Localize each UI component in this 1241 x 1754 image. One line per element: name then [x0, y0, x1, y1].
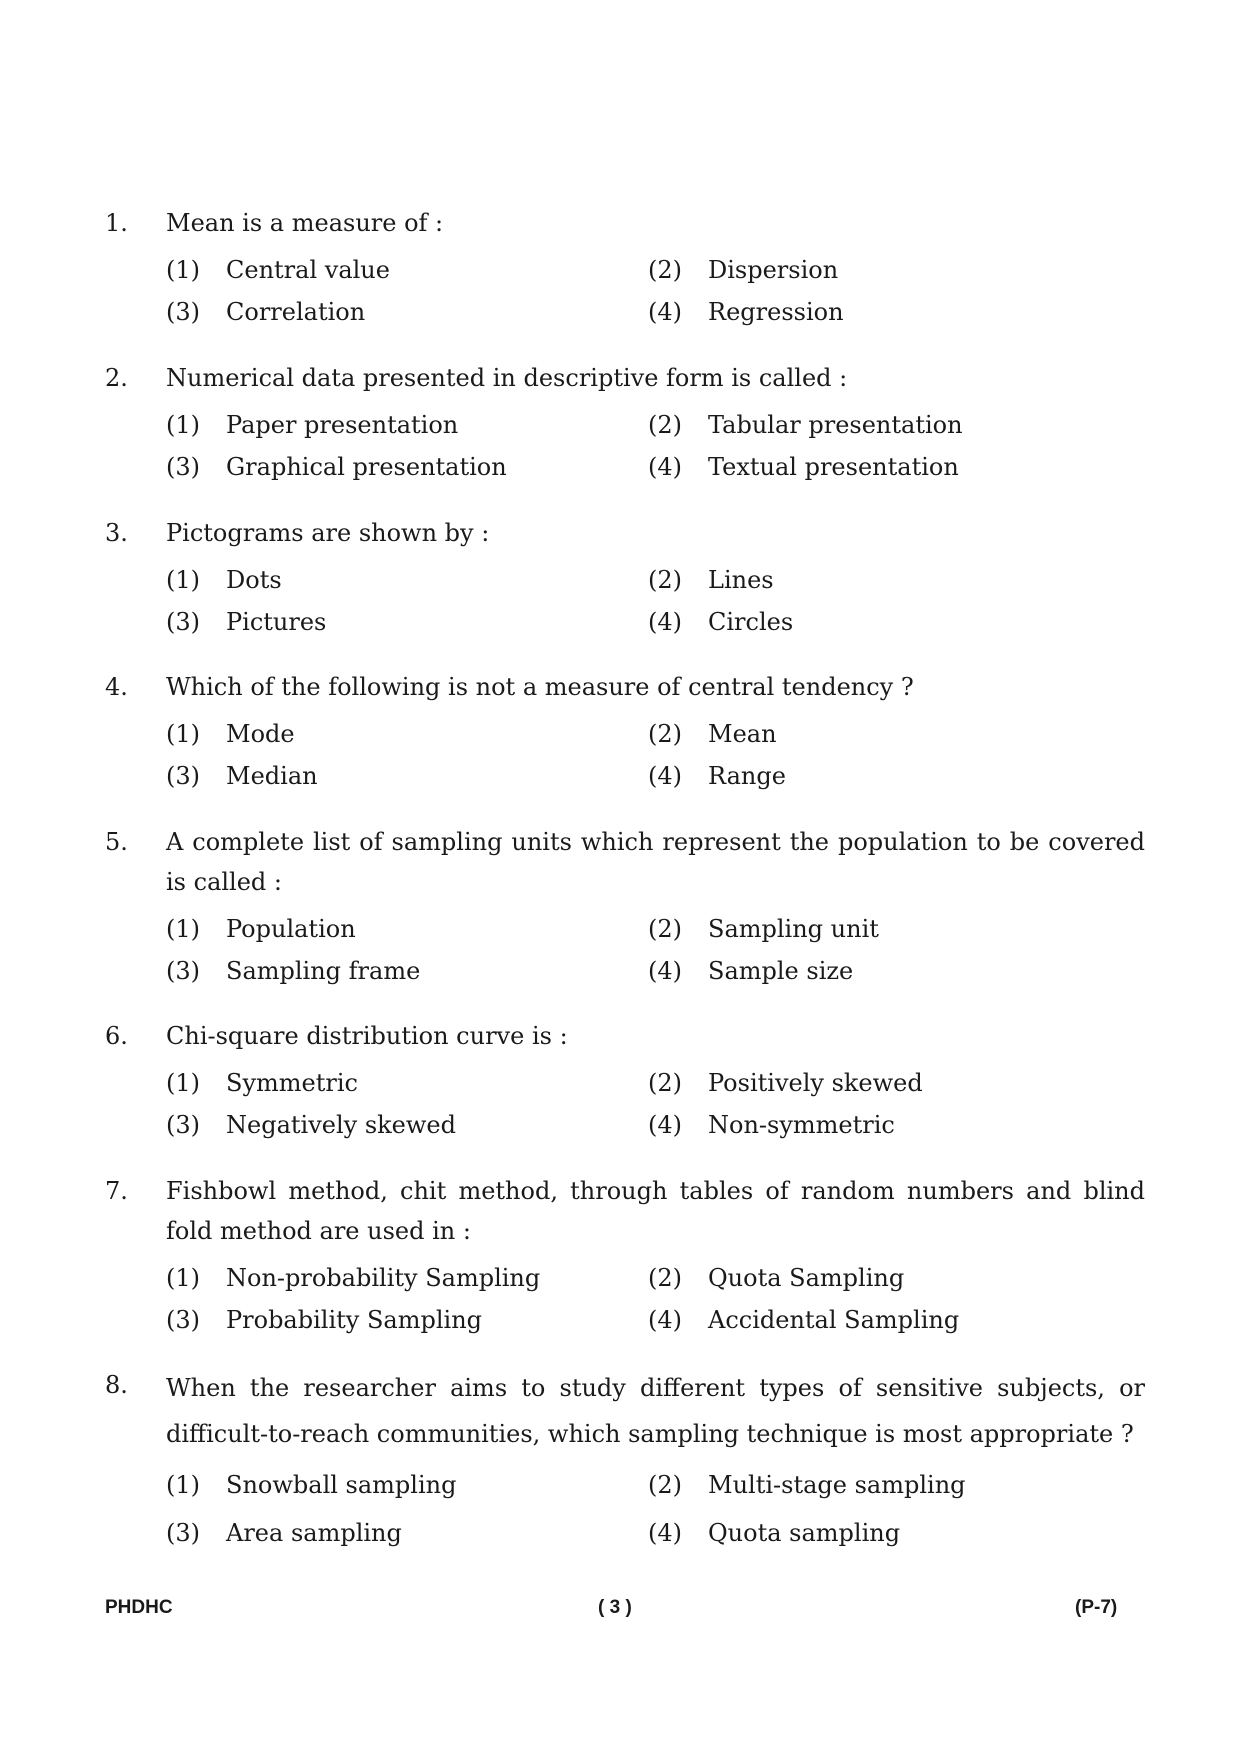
option-number: (4): [648, 298, 682, 326]
option-3: [166, 1509, 648, 1557]
option-number: (3): [166, 298, 200, 326]
option-number: (1): [166, 915, 200, 943]
options-grid: [166, 1461, 1145, 1557]
option-text: Dispersion: [708, 256, 839, 284]
option-1: [166, 559, 648, 601]
option-number: (2): [648, 566, 682, 594]
options-grid: [166, 908, 1145, 992]
option-2: [648, 559, 1130, 601]
option-text: Non-probability Sampling: [226, 1264, 541, 1292]
option-number: (2): [648, 1069, 682, 1097]
footer-page-number: ( 3 ): [598, 1597, 632, 1618]
option-text: Regression: [708, 298, 844, 326]
option-number: (1): [166, 411, 200, 439]
option-4: [648, 446, 1130, 488]
option-number: (2): [648, 256, 682, 284]
option-text: Sampling frame: [226, 957, 421, 985]
option-number: (2): [648, 915, 682, 943]
question-number: 2.: [105, 364, 128, 392]
option-number: (4): [648, 957, 682, 985]
option-4: [648, 1299, 1130, 1341]
question-number: 4.: [105, 673, 128, 701]
question-number: 3.: [105, 519, 128, 547]
option-number: (3): [166, 957, 200, 985]
option-text: Tabular presentation: [708, 411, 963, 439]
option-2: [648, 1062, 1130, 1104]
option-number: (1): [166, 720, 200, 748]
option-number: (3): [166, 608, 200, 636]
question-text: Mean is a measure of :: [166, 209, 444, 237]
option-3: [166, 601, 648, 643]
question-6: [105, 1016, 1145, 1146]
question-1: [105, 203, 1145, 333]
option-text: Graphical presentation: [226, 453, 507, 481]
option-1: [166, 908, 648, 950]
option-3: [166, 755, 648, 797]
option-3: [166, 950, 648, 992]
option-number: (1): [166, 256, 200, 284]
option-3: [166, 446, 648, 488]
option-4: [648, 1509, 1130, 1557]
question-number: 5.: [105, 828, 128, 856]
option-3: [166, 1299, 648, 1341]
option-1: [166, 713, 648, 755]
question-number: 1.: [105, 209, 128, 237]
option-1: [166, 404, 648, 446]
option-1: [166, 249, 648, 291]
option-4: [648, 755, 1130, 797]
question-number: 7.: [105, 1177, 128, 1205]
option-2: [648, 1257, 1130, 1299]
option-4: [648, 1104, 1130, 1146]
option-text: Textual presentation: [708, 453, 959, 481]
option-number: (4): [648, 1519, 682, 1547]
options-grid: [166, 249, 1145, 333]
option-text: Accidental Sampling: [708, 1306, 960, 1334]
option-number: (4): [648, 453, 682, 481]
option-text: Multi-stage sampling: [708, 1471, 966, 1499]
option-text: Probability Sampling: [226, 1306, 483, 1334]
option-number: (1): [166, 1264, 200, 1292]
option-2: [648, 404, 1130, 446]
option-text: Quota Sampling: [708, 1264, 905, 1292]
footer-exam-code: PHDHC: [105, 1597, 173, 1618]
option-number: (2): [648, 720, 682, 748]
options-grid: [166, 1062, 1145, 1146]
option-number: (4): [648, 762, 682, 790]
question-text: Fishbowl method, chit method, through tables of random numbers and blind fold method are used in :: [166, 1177, 1145, 1245]
question-text: Pictograms are shown by :: [166, 519, 490, 547]
option-text: Sample size: [708, 957, 854, 985]
option-text: Mean: [708, 720, 777, 748]
option-2: [648, 908, 1130, 950]
option-text: Sampling unit: [708, 915, 879, 943]
question-text: Which of the following is not a measure of central tendency ?: [166, 673, 914, 701]
options-grid: [166, 404, 1145, 488]
option-4: [648, 601, 1130, 643]
option-text: Correlation: [226, 298, 366, 326]
option-text: Lines: [708, 566, 774, 594]
option-text: Area sampling: [226, 1519, 402, 1547]
question-text: A complete list of sampling units which represent the population to be covered is called :: [166, 828, 1145, 896]
question-number: 6.: [105, 1022, 128, 1050]
option-3: [166, 1104, 648, 1146]
option-number: (3): [166, 762, 200, 790]
option-2: [648, 713, 1130, 755]
question-number: 8.: [105, 1371, 128, 1399]
option-text: Snowball sampling: [226, 1471, 457, 1499]
option-text: Median: [226, 762, 318, 790]
question-3: [105, 513, 1145, 643]
option-number: (1): [166, 566, 200, 594]
question-5: [105, 822, 1145, 992]
option-text: Range: [708, 762, 786, 790]
option-3: [166, 291, 648, 333]
question-text: Numerical data presented in descriptive form is called :: [166, 364, 848, 392]
option-number: (1): [166, 1069, 200, 1097]
footer-series-code: (P-7): [1075, 1597, 1118, 1618]
option-text: Circles: [708, 608, 794, 636]
option-number: (4): [648, 1111, 682, 1139]
option-text: Paper presentation: [226, 411, 459, 439]
option-2: [648, 249, 1130, 291]
question-2: [105, 358, 1145, 488]
question-4: [105, 667, 1145, 797]
option-number: (4): [648, 608, 682, 636]
option-number: (4): [648, 1306, 682, 1334]
option-4: [648, 950, 1130, 992]
option-number: (2): [648, 411, 682, 439]
option-2: [648, 1461, 1130, 1509]
option-text: Dots: [226, 566, 282, 594]
option-1: [166, 1257, 648, 1299]
option-text: Symmetric: [226, 1069, 358, 1097]
question-text: When the researcher aims to study different types of sensitive subjects, or difficult-to-reach communities, which sampling technique is most appropriate ?: [166, 1374, 1145, 1448]
options-grid: [166, 1257, 1145, 1341]
option-text: Non-symmetric: [708, 1111, 895, 1139]
option-1: [166, 1062, 648, 1104]
options-grid: [166, 559, 1145, 643]
option-number: (3): [166, 1519, 200, 1547]
option-number: (3): [166, 453, 200, 481]
option-number: (2): [648, 1471, 682, 1499]
option-text: Pictures: [226, 608, 327, 636]
option-text: Mode: [226, 720, 295, 748]
option-1: [166, 1461, 648, 1509]
question-text: Chi-square distribution curve is :: [166, 1022, 568, 1050]
option-text: Positively skewed: [708, 1069, 923, 1097]
option-4: [648, 291, 1130, 333]
option-number: (3): [166, 1111, 200, 1139]
option-text: Negatively skewed: [226, 1111, 456, 1139]
question-8: [105, 1365, 1145, 1557]
option-text: Quota sampling: [708, 1519, 901, 1547]
option-text: Population: [226, 915, 356, 943]
question-7: [105, 1171, 1145, 1341]
option-text: Central value: [226, 256, 390, 284]
options-grid: [166, 713, 1145, 797]
option-number: (1): [166, 1471, 200, 1499]
option-number: (2): [648, 1264, 682, 1292]
option-number: (3): [166, 1306, 200, 1334]
